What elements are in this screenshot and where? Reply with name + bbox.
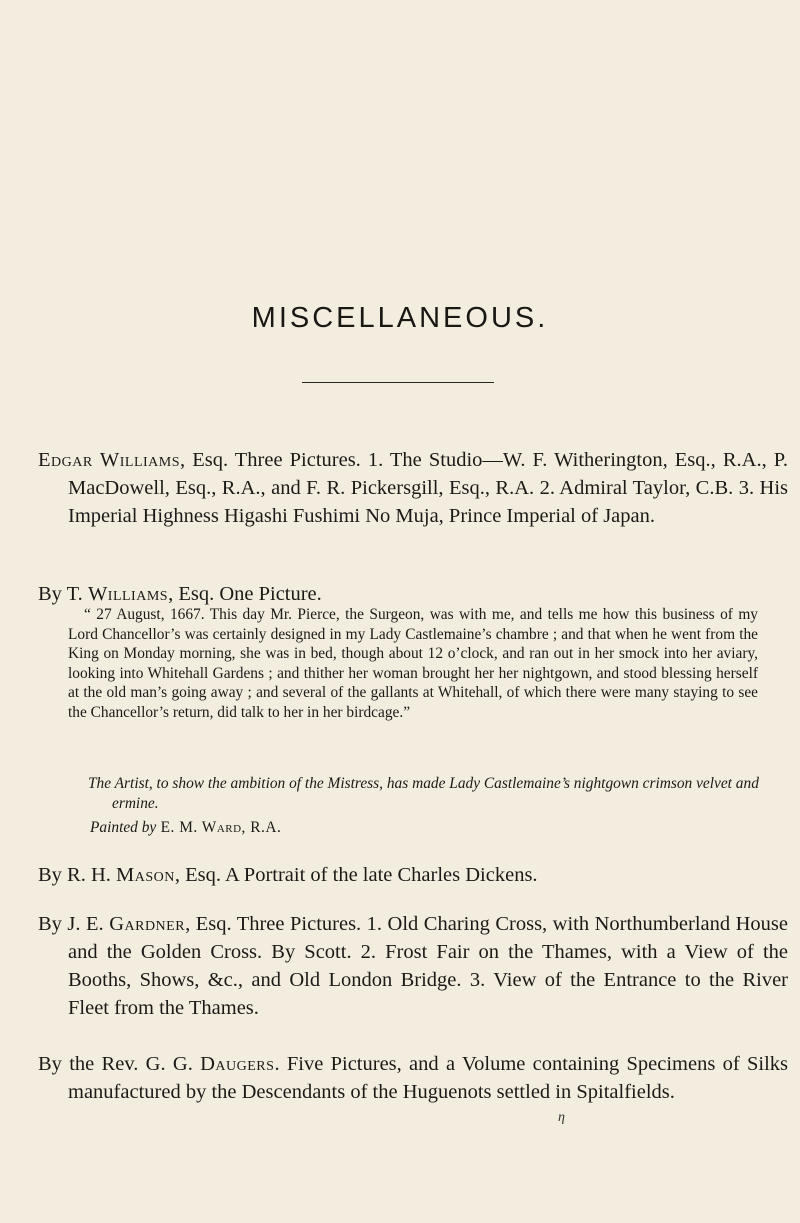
entry-suffix: , Esq. (174, 864, 222, 886)
entry-text: One Picture. (214, 583, 322, 605)
entry-name: Mason (116, 864, 175, 886)
entry-edgar-williams (38, 446, 788, 530)
entry-suffix: . (274, 1053, 280, 1075)
entry-r-h-mason (38, 861, 788, 889)
page-heading: MISCELLANEOUS. (251, 302, 549, 334)
entry-j-e-gardner (38, 910, 788, 1022)
entry-name: Daugers (200, 1053, 275, 1075)
artist-note: The Artist, to show the ambition of the Mistress, has made Lady Castlemaine’s nightgown crimson velvet and ermine. (88, 775, 759, 812)
entry-g-g-daugers (38, 1050, 788, 1106)
signature-mark: η (558, 1110, 565, 1125)
entry-name: Gardner (109, 913, 186, 935)
entry-suffix: , Esq. (180, 449, 229, 471)
painted-by-artist: E. M. Ward, R.A. (156, 819, 282, 836)
entry-t-williams (38, 580, 788, 608)
entry-text: Three Pictures. 1. Old Charing Cross, with Northumberland House and the Golden Cross. By Scott. 2. Frost Fair on the Thames, with a View of the Booths, Shows, &c., and Old London Bridge. 3. View of the Entrance to the River Fleet from the Thames. (68, 913, 789, 1019)
pepys-quote (68, 605, 758, 723)
painted-by-line (90, 818, 490, 838)
entry-text: Three Pictures. 1. The Studio—W. F. Witherington, Esq., R.A., P. MacDowell, Esq., R.A., and F. R. Pickersgill, Esq., R.A. 2. Admiral Taylor, C.B. 3. His Imperial Highness Higashi Fushimi No Muja, Prince Imperial of Japan. (68, 449, 789, 527)
entry-suffix: , Esq. (168, 583, 215, 605)
heading-rule (302, 382, 494, 383)
entry-by: By the Rev. G. G. (38, 1053, 201, 1075)
painted-by-label: Painted by (90, 819, 157, 836)
entry-name: Williams (87, 583, 169, 605)
quote-text: “ 27 August, 1667. This day Mr. Pierce, the Surgeon, was with me, and tells me how this business of my Lord Chancellor’s was certainly designed in my Lady Castlemaine’s chambre ; and that when he went from the King on Monday morning, she was in bed, though about 12 o’clock, and ran out in her smock into her aviary, looking into Whitehall Gardens ; and thither her woman brought her her nightgown, and stood blessing herself at the old man’s going away ; and several of the gallants at Whitehall, of which there were many staying to see the Chancellor’s return, did talk to her in her birdcage.” (68, 606, 758, 721)
entry-suffix: , Esq. (185, 913, 232, 935)
entry-by: By R. H. (38, 864, 117, 886)
entry-text: A Portrait of the late Charles Dickens. (221, 864, 538, 886)
entry-by: By J. E. (38, 913, 110, 935)
entry-name: Edgar Williams (38, 449, 181, 471)
entry-by: By T. (38, 583, 88, 605)
entry-text: Five Pictures, and a Volume containing Specimens of Silks manufactured by the Descendants of the Huguenots settled in Spitalfields. (68, 1053, 788, 1103)
